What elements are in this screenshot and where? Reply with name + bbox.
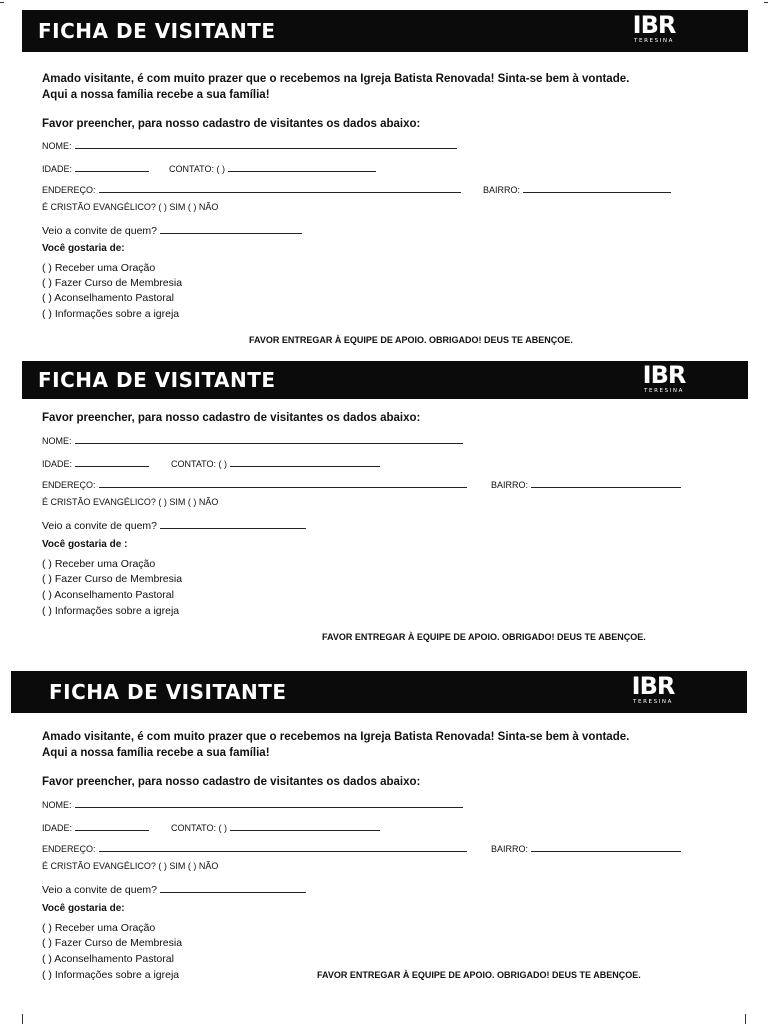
footer-note: FAVOR ENTREGAR À EQUIPE DE APOIO. OBRIGADO! DEUS TE ABENÇOE.	[249, 335, 573, 345]
option-membresia[interactable]: ( ) Fazer Curso de Membresia	[42, 277, 183, 289]
crop-mark	[745, 1014, 746, 1024]
option-membresia[interactable]: ( ) Fazer Curso de Membresia	[42, 937, 183, 949]
contato-label: CONTATO: ( )	[169, 164, 225, 174]
intro-line-1: Amado visitante, é com muito prazer que o recebemos na Igreja Batista Renovada! Sinta-se bem à vontade.	[42, 73, 630, 85]
intro-line-1: Amado visitante, é com muito prazer que o recebemos na Igreja Batista Renovada! Sinta-se bem à vontade.	[42, 731, 630, 743]
nome-line	[75, 138, 457, 149]
idade-label: IDADE:	[42, 459, 73, 469]
logo-mark: IBR	[632, 11, 676, 39]
idade-field[interactable]	[42, 820, 149, 833]
form-heading: Favor preencher, para nosso cadastro de visitantes os dados abaixo:	[42, 776, 421, 788]
convite-line	[160, 882, 306, 893]
form-heading: Favor preencher, para nosso cadastro de visitantes os dados abaixo:	[42, 118, 421, 130]
logo-subtitle: TERESINA	[633, 699, 673, 705]
idade-line	[75, 456, 149, 467]
endereco-field[interactable]	[42, 182, 461, 195]
convite-label: Veio a convite de quem?	[42, 884, 157, 896]
idade-line	[75, 161, 149, 172]
idade-label: IDADE:	[42, 823, 73, 833]
idade-field[interactable]	[42, 161, 149, 174]
bairro-field[interactable]	[483, 182, 671, 195]
idade-line	[75, 820, 149, 831]
gostaria-heading: Você gostaria de:	[42, 903, 125, 914]
bairro-field[interactable]	[491, 477, 681, 490]
crop-mark	[764, 2, 768, 3]
logo-mark: IBR	[642, 361, 686, 389]
nome-field[interactable]	[42, 138, 457, 151]
bairro-label: BAIRRO:	[483, 185, 521, 195]
title-band	[22, 10, 748, 52]
option-oracao[interactable]: ( ) Receber uma Oração	[42, 262, 156, 274]
footer-note: FAVOR ENTREGAR À EQUIPE DE APOIO. OBRIGADO! DEUS TE ABENÇOE.	[322, 632, 646, 642]
idade-label: IDADE:	[42, 164, 73, 174]
nome-label: NOME:	[42, 800, 72, 810]
logo-mark: IBR	[631, 672, 675, 700]
contato-field[interactable]	[171, 456, 380, 469]
endereco-line	[99, 477, 467, 488]
bairro-line	[523, 182, 671, 193]
endereco-line	[99, 182, 461, 193]
gostaria-heading: Você gostaria de:	[42, 243, 125, 254]
idade-field[interactable]	[42, 456, 149, 469]
bairro-field[interactable]	[491, 841, 681, 854]
footer-note: FAVOR ENTREGAR À EQUIPE DE APOIO. OBRIGADO! DEUS TE ABENÇOE.	[317, 970, 641, 980]
option-informacoes[interactable]: ( ) Informações sobre a igreja	[42, 308, 180, 320]
intro-line-2: Aqui a nossa família recebe a sua família!	[42, 747, 270, 759]
convite-line	[160, 223, 302, 234]
nome-line	[75, 433, 463, 444]
contato-label: CONTATO: ( )	[171, 823, 227, 833]
bairro-line	[531, 477, 681, 488]
nome-label: NOME:	[42, 436, 72, 446]
option-aconselhamento[interactable]: ( ) Aconselhamento Pastoral	[42, 589, 174, 601]
convite-line	[160, 518, 306, 529]
option-aconselhamento[interactable]: ( ) Aconselhamento Pastoral	[42, 292, 174, 304]
convite-field[interactable]	[42, 882, 306, 896]
contato-field[interactable]	[169, 161, 376, 174]
nome-label: NOME:	[42, 141, 72, 151]
nome-field[interactable]	[42, 433, 463, 446]
intro-line-2: Aqui a nossa família recebe a sua família!	[42, 89, 270, 101]
crop-mark	[22, 1014, 23, 1024]
bairro-label: BAIRRO:	[491, 844, 529, 854]
option-oracao[interactable]: ( ) Receber uma Oração	[42, 922, 156, 934]
option-aconselhamento[interactable]: ( ) Aconselhamento Pastoral	[42, 953, 174, 965]
ibr-logo	[634, 362, 694, 400]
cristao-question[interactable]: É CRISTÃO EVANGÉLICO? ( ) SIM ( ) NÃO	[42, 202, 219, 212]
logo-subtitle: TERESINA	[634, 38, 674, 44]
endereco-label: ENDEREÇO:	[42, 185, 96, 195]
endereco-field[interactable]	[42, 841, 467, 854]
endereco-field[interactable]	[42, 477, 467, 490]
convite-field[interactable]	[42, 223, 302, 237]
bairro-label: BAIRRO:	[491, 480, 529, 490]
nome-line	[75, 797, 463, 808]
contato-label: CONTATO: ( )	[171, 459, 227, 469]
form-title: FICHA DE VISITANTE	[49, 680, 287, 704]
bairro-line	[531, 841, 681, 852]
logo-subtitle: TERESINA	[644, 388, 684, 394]
endereco-label: ENDEREÇO:	[42, 844, 96, 854]
crop-mark	[0, 2, 4, 3]
form-heading: Favor preencher, para nosso cadastro de visitantes os dados abaixo:	[42, 412, 421, 424]
endereco-line	[99, 841, 467, 852]
convite-label: Veio a convite de quem?	[42, 520, 157, 532]
convite-label: Veio a convite de quem?	[42, 225, 157, 237]
cristao-question[interactable]: É CRISTÃO EVANGÉLICO? ( ) SIM ( ) NÃO	[42, 861, 219, 871]
option-informacoes[interactable]: ( ) Informações sobre a igreja	[42, 969, 180, 981]
contato-line	[230, 456, 380, 467]
contato-field[interactable]	[171, 820, 380, 833]
option-oracao[interactable]: ( ) Receber uma Oração	[42, 558, 156, 570]
ibr-logo	[624, 12, 684, 50]
title-band	[11, 671, 747, 713]
form-title: FICHA DE VISITANTE	[38, 368, 276, 392]
nome-field[interactable]	[42, 797, 463, 810]
title-band	[22, 361, 748, 399]
convite-field[interactable]	[42, 518, 306, 532]
gostaria-heading: Você gostaria de :	[42, 539, 128, 550]
option-membresia[interactable]: ( ) Fazer Curso de Membresia	[42, 573, 183, 585]
ibr-logo	[623, 673, 683, 711]
contato-line	[228, 161, 376, 172]
option-informacoes[interactable]: ( ) Informações sobre a igreja	[42, 605, 180, 617]
endereco-label: ENDEREÇO:	[42, 480, 96, 490]
cristao-question[interactable]: É CRISTÃO EVANGÉLICO? ( ) SIM ( ) NÃO	[42, 497, 219, 507]
contato-line	[230, 820, 380, 831]
form-title: FICHA DE VISITANTE	[38, 19, 276, 43]
